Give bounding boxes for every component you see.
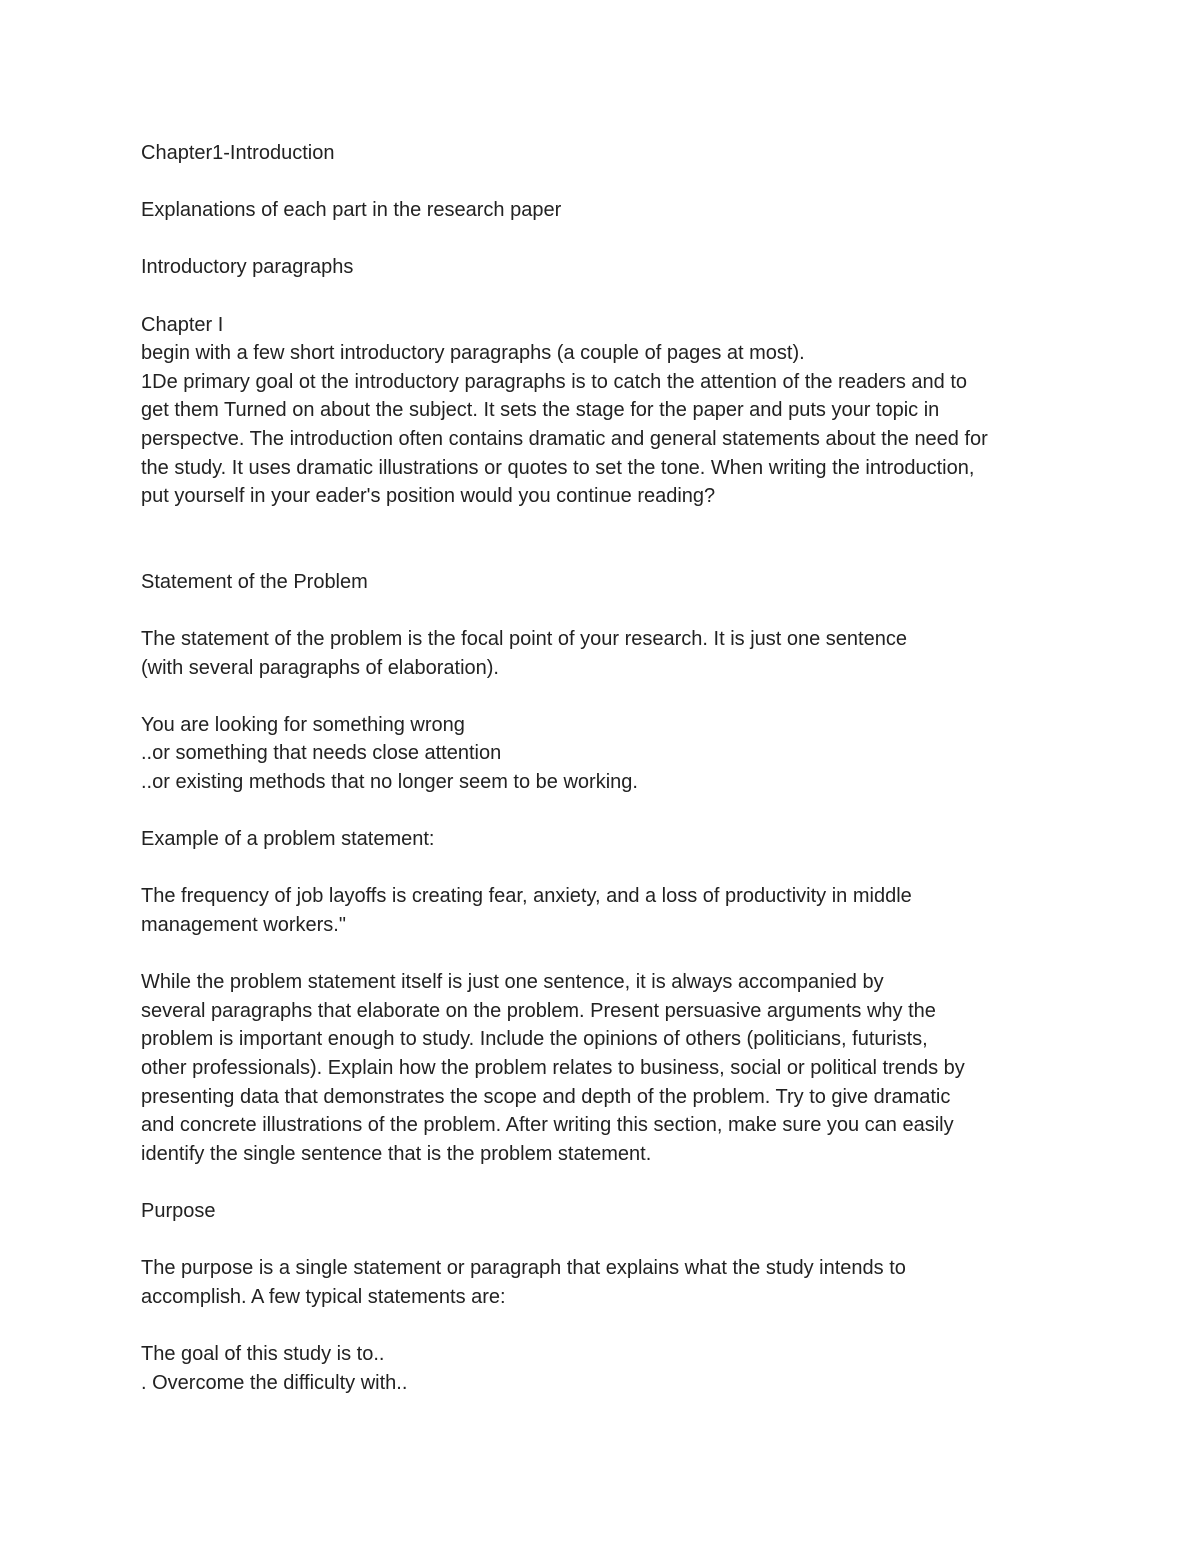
example-heading-block <box>141 825 1071 854</box>
paragraph-line: and concrete illustrations of the problem. After writing this section, make sure you can easily <box>141 1114 954 1137</box>
purpose-paragraph <box>141 1254 1071 1311</box>
paragraph-line: management workers." <box>141 914 346 937</box>
document-title: Chapter1-Introduction <box>141 142 335 164</box>
paragraph-line: The frequency of job layoffs is creating fear, anxiety, and a loss of productivity in middle <box>141 885 912 908</box>
problem-paragraph <box>141 625 1071 682</box>
paragraph-line: problem is important enough to study. Include the opinions of others (politicians, futurists, <box>141 1028 928 1051</box>
paragraph-line: The statement of the problem is the focal point of your research. It is just one sentence <box>141 628 907 651</box>
intro-heading-block <box>141 253 1071 282</box>
paragraph-line: While the problem statement itself is just one sentence, it is always accompanied by <box>141 971 884 994</box>
purpose-heading: Purpose <box>141 1199 216 1222</box>
looking-for-list <box>141 711 1071 797</box>
example-paragraph <box>141 882 1071 939</box>
paragraph-line: perspectve. The introduction often contains dramatic and general statements about the need for <box>141 427 988 450</box>
paragraph-line: identify the single sentence that is the problem statement. <box>141 1142 652 1165</box>
list-item: The goal of this study is to.. <box>141 1342 385 1365</box>
list-item: You are looking for something wrong <box>141 713 465 736</box>
list-item: . Overcome the difficulty with.. <box>141 1371 408 1394</box>
elaboration-paragraph <box>141 968 1071 1168</box>
paragraph-line: (with several paragraphs of elaboration). <box>141 656 499 679</box>
document-page <box>141 139 1071 1426</box>
paragraph-line: The purpose is a single statement or paragraph that explains what the study intends to <box>141 1257 906 1280</box>
document-subtitle-block <box>141 196 1071 225</box>
paragraph-line: put yourself in your eader's position would you continue reading? <box>141 485 716 508</box>
paragraph-line: begin with a few short introductory paragraphs (a couple of pages at most). <box>141 342 805 365</box>
problem-heading: Statement of the Problem <box>141 570 368 593</box>
paragraph-line: several paragraphs that elaborate on the problem. Present persuasive arguments why the <box>141 999 936 1022</box>
chapter-label: Chapter I <box>141 313 224 336</box>
paragraph-line: presenting data that demonstrates the scope and depth of the problem. Try to give dramatic <box>141 1085 951 1108</box>
problem-heading-block <box>141 568 1071 597</box>
purpose-heading-block <box>141 1197 1071 1226</box>
document-title-block <box>141 139 1071 168</box>
goal-list <box>141 1340 1071 1397</box>
list-item: ..or existing methods that no longer seem to be working. <box>141 771 638 794</box>
example-heading: Example of a problem statement: <box>141 828 435 851</box>
intro-heading: Introductory paragraphs <box>141 256 354 279</box>
paragraph-line: accomplish. A few typical statements are: <box>141 1285 506 1308</box>
paragraph-line: other professionals). Explain how the problem relates to business, social or political trends by <box>141 1057 965 1079</box>
list-item: ..or something that needs close attention <box>141 742 502 765</box>
paragraph-line: get them Turned on about the subject. It sets the stage for the paper and puts your topic in <box>141 399 940 422</box>
paragraph-line: the study. It uses dramatic illustrations or quotes to set the tone. When writing the introduction, <box>141 456 975 479</box>
paragraph-line: 1De primary goal ot the introductory paragraphs is to catch the attention of the readers and to <box>141 370 968 393</box>
intro-section <box>141 311 1071 511</box>
document-subtitle: Explanations of each part in the research paper <box>141 199 562 222</box>
